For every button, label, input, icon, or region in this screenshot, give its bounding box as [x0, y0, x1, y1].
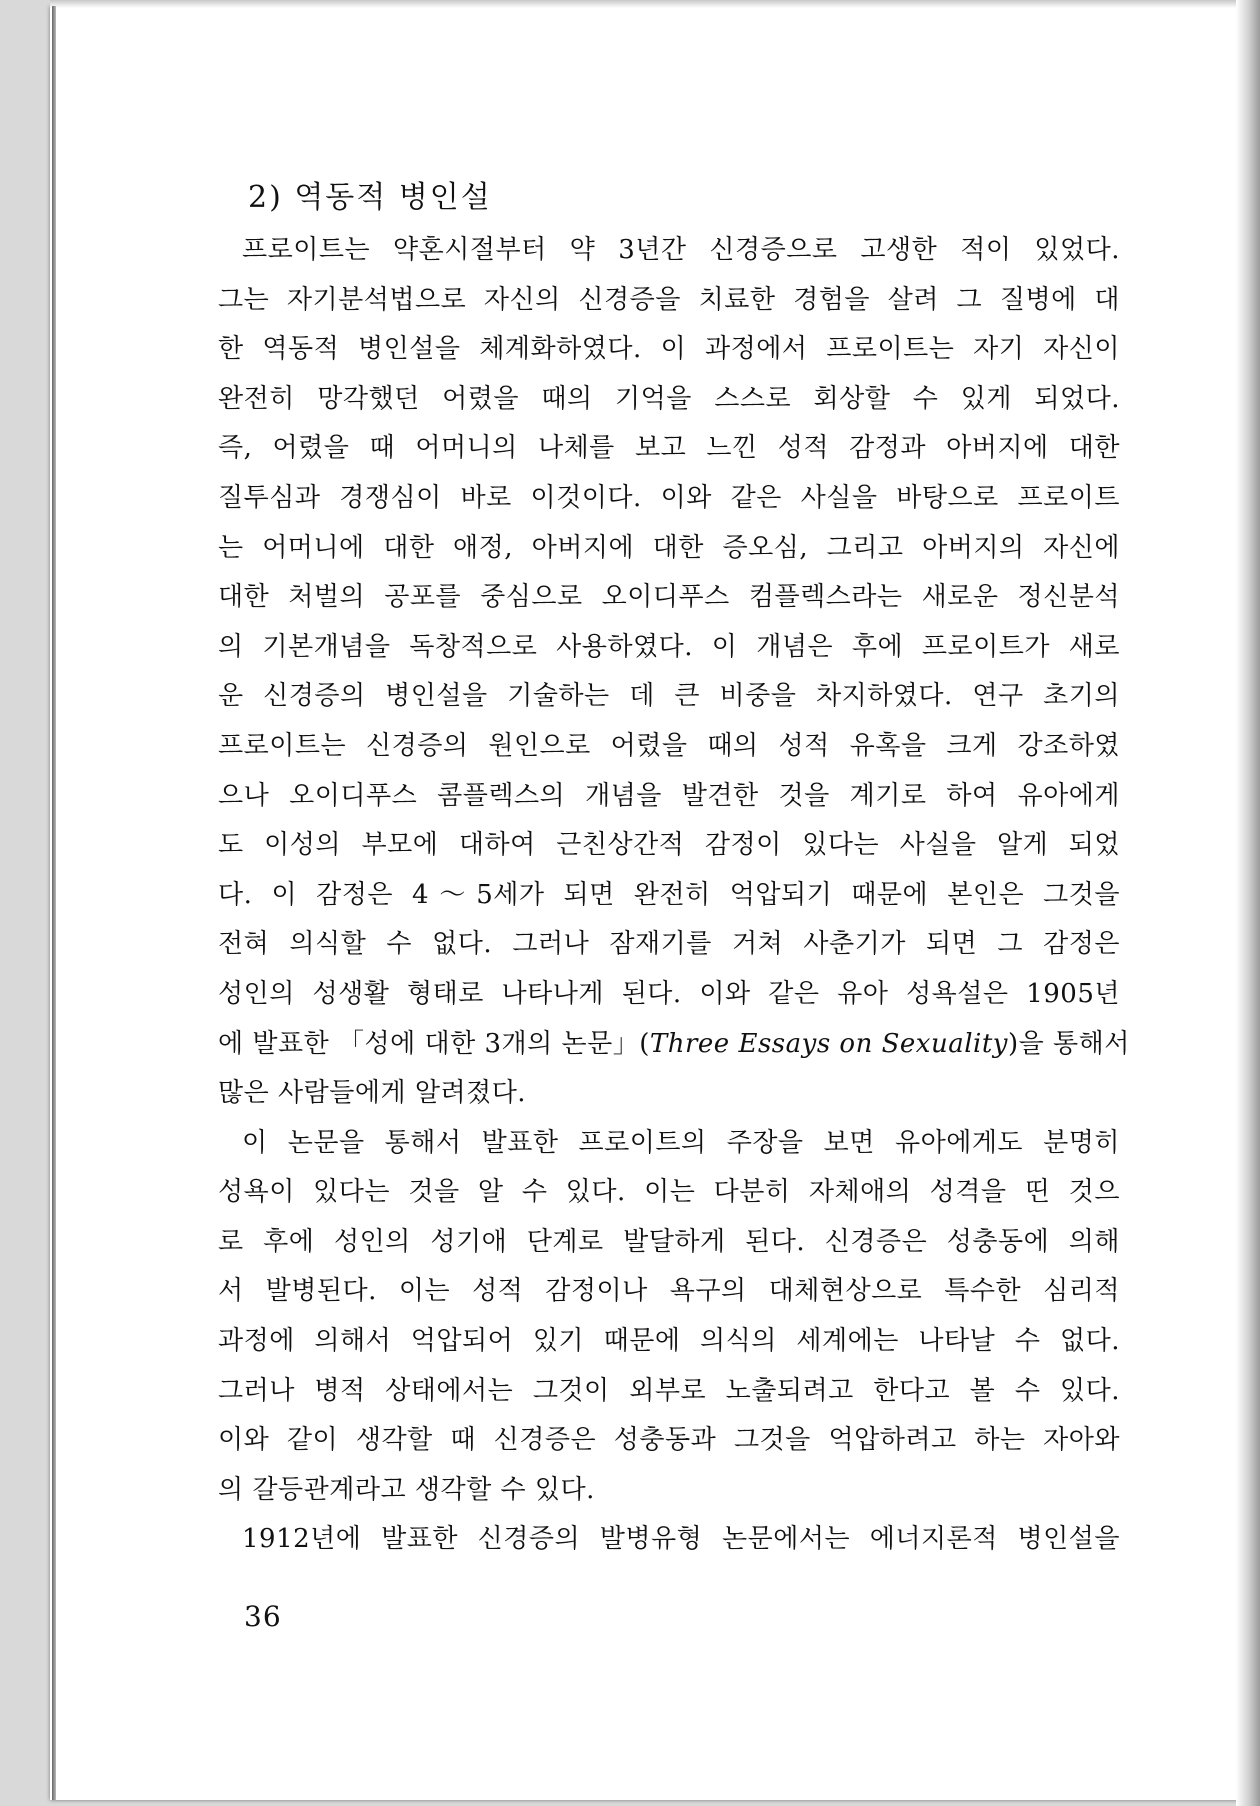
- body-line: 의 기본개념을 독창적으로 사용하였다. 이 개념은 후에 프로이트가 새로: [218, 631, 1120, 662]
- page-right-edge: [1236, 0, 1260, 1806]
- body-text: 에 발표한 「성에 대한 3개의 논문」(: [218, 1028, 650, 1059]
- body-line: 대한 처벌의 공포를 중심으로 오이디푸스 컴플렉스라는 새로운 정신분석: [218, 582, 1120, 613]
- body-line: 다. 이 감정은 4～5세가 되면 완전히 억압되기 때문에 본인은 그것을: [218, 879, 1120, 910]
- body-line: 으나 오이디푸스 콤플렉스의 개념을 발견한 것을 계기로 하여 유아에게: [218, 780, 1120, 811]
- body-line: 도 이성의 부모에 대하여 근친상간적 감정이 있다는 사실을 알게 되었: [218, 830, 1120, 861]
- body-line: 성욕이 있다는 것을 알 수 있다. 이는 다분히 자체애의 성격을 띤 것으: [218, 1177, 1120, 1208]
- body-line: 서 발병된다. 이는 성적 감정이나 욕구의 대체현상으로 특수한 심리적: [218, 1276, 1120, 1307]
- body-text: )을 통해서: [1007, 1028, 1130, 1059]
- section-heading: 2) 역동적 병인설: [248, 180, 492, 215]
- page-number: 36: [244, 1600, 282, 1633]
- body-line: 즉, 어렸을 때 어머니의 나체를 보고 느낀 성적 감정과 아버지에 대한: [218, 433, 1120, 464]
- body-line: 의 갈등관계라고 생각할 수 있다.: [218, 1474, 595, 1505]
- body-line: 로 후에 성인의 성기애 단계로 발달하게 된다. 신경증은 성충동에 의해: [218, 1226, 1120, 1257]
- body-line: 1912년에 발표한 신경증의 발병유형 논문에서는 에너지론적 병인설을: [242, 1524, 1120, 1555]
- body-line: 그러나 병적 상태에서는 그것이 외부로 노출되려고 한다고 볼 수 있다.: [218, 1375, 1120, 1406]
- body-line: 많은 사람들에게 알려졌다.: [218, 1078, 527, 1109]
- body-line: 한 역동적 병인설을 체계화하였다. 이 과정에서 프로이트는 자기 자신이: [218, 334, 1120, 365]
- page-top-shadow: [50, 0, 1240, 8]
- body-line: 과정에 의해서 억압되어 있기 때문에 의식의 세계에는 나타날 수 없다.: [218, 1326, 1120, 1357]
- body-line: 성인의 성생활 형태로 나타나게 된다. 이와 같은 유아 성욕설은 1905년: [218, 978, 1120, 1009]
- body-line: 는 어머니에 대한 애정, 아버지에 대한 증오심, 그리고 아버지의 자신에: [218, 532, 1120, 563]
- page-binding-edge: [52, 6, 56, 1800]
- page-content: [218, 176, 1130, 1565]
- english-title: Three Essays on Sexuality: [649, 1028, 1008, 1059]
- body-line: 이 논문을 통해서 발표한 프로이트의 주장을 보면 유아에게도 분명히: [242, 1127, 1120, 1158]
- body-line: 이와 같이 생각할 때 신경증은 성충동과 그것을 억압하려고 하는 자아와: [218, 1425, 1120, 1456]
- body-line: 전혀 의식할 수 없다. 그러나 잠재기를 거쳐 사춘기가 되면 그 감정은: [218, 929, 1120, 960]
- body-line: 프로이트는 신경증의 원인으로 어렸을 때의 성적 유혹을 크게 강조하였: [218, 730, 1120, 761]
- body-line: 프로이트는 약혼시절부터 약 3년간 신경증으로 고생한 적이 있었다.: [242, 235, 1120, 265]
- body-line: 완전히 망각했던 어렸을 때의 기억을 스스로 회상할 수 있게 되었다.: [218, 383, 1120, 414]
- body-line-with-title: [218, 1020, 1130, 1070]
- body-line: 그는 자기분석법으로 자신의 신경증을 치료한 경험을 살려 그 질병에 대: [218, 284, 1120, 315]
- body-line: 질투심과 경쟁심이 바로 이것이다. 이와 같은 사실을 바탕으로 프로이트: [218, 482, 1120, 513]
- body-line: 운 신경증의 병인설을 기술하는 데 큰 비중을 차지하였다. 연구 초기의: [218, 681, 1120, 712]
